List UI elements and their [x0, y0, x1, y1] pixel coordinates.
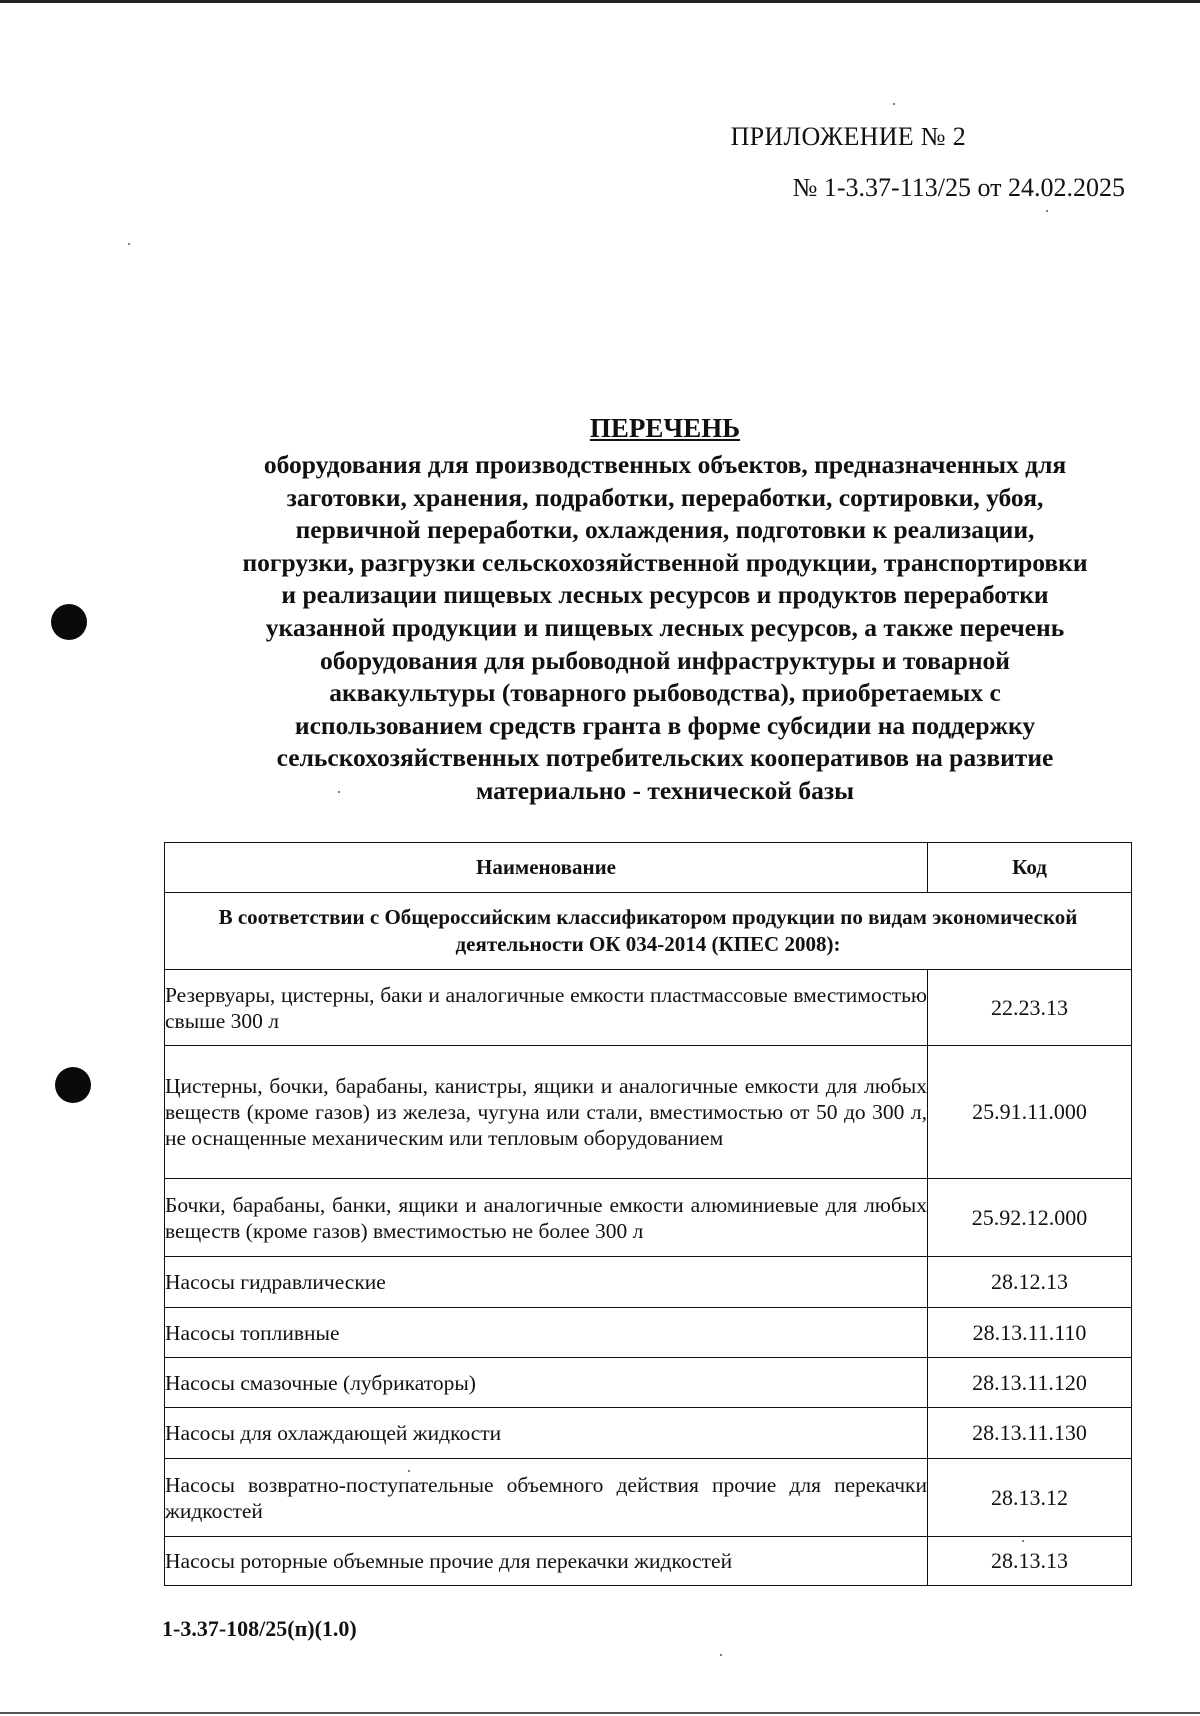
table-row — [165, 1046, 1132, 1179]
item-name: Насосы для охлаждающей жидкости — [165, 1408, 928, 1459]
subtitle-line: аквакультуры (товарного рыбоводства), приобретаемых с — [329, 678, 1001, 708]
item-name: Насосы смазочные (лубрикаторы) — [165, 1358, 928, 1408]
appendix-label: ПРИЛОЖЕНИЕ № 2 — [730, 122, 966, 151]
item-code: 28.13.13 — [928, 1537, 1132, 1586]
subtitle-line: и реализации пищевых лесных ресурсов и продуктов переработки — [281, 580, 1049, 610]
item-code: 28.13.12 — [928, 1459, 1132, 1537]
scan-speck — [893, 103, 895, 105]
table-row — [165, 1257, 1132, 1308]
item-code: 28.12.13 — [928, 1257, 1132, 1308]
item-code: 25.92.12.000 — [928, 1179, 1132, 1257]
table-row — [165, 1537, 1132, 1586]
item-name: Насосы гидравлические — [165, 1257, 928, 1308]
subtitle-line: заготовки, хранения, подработки, переработки, сортировки, убоя, — [286, 482, 1044, 512]
scan-top-edge — [0, 0, 1200, 3]
subtitle-line: оборудования для рыбоводной инфраструктуры и товарной — [319, 645, 1011, 675]
punch-hole — [51, 604, 87, 640]
scan-speck — [720, 1654, 722, 1656]
item-name: Цистерны, бочки, барабаны, канистры, ящики и аналогичные емкости для любых веществ (кроме газов) из железа, чугуна или стали, вместимостью от 50 до 300 л, не оснащенные механическим или тепловым оборудованием — [165, 1046, 928, 1179]
scan-bottom-edge — [0, 1712, 1200, 1714]
subtitle-line: указанной продукции и пищевых лесных ресурсов, а также перечень — [265, 612, 1065, 642]
item-code: 28.13.11.120 — [928, 1358, 1132, 1408]
subtitle-line: использованием средств гранта в форме субсидии на поддержку — [294, 710, 1036, 740]
table-row — [165, 1408, 1132, 1459]
subtitle-line: первичной переработки, охлаждения, подготовки к реализации, — [295, 515, 1035, 545]
document-subtitle — [170, 449, 1160, 808]
table-header-row — [165, 843, 1132, 893]
scan-speck — [1046, 210, 1048, 212]
item-name: Насосы возвратно-поступательные объемного действия прочие для перекачки жидкостей — [165, 1459, 928, 1537]
table-row — [165, 1179, 1132, 1257]
subtitle-line: оборудования для производственных объектов, предназначенных для — [263, 450, 1067, 479]
column-header-name: Наименование — [165, 843, 928, 893]
item-name: Насосы топливные — [165, 1308, 928, 1358]
subtitle-line: сельскохозяйственных потребительских кооперативов на развитие — [276, 743, 1054, 773]
table-row — [165, 1459, 1132, 1537]
punch-hole — [55, 1067, 91, 1103]
subtitle-line: погрузки, разгрузки сельскохозяйственной продукции, транспортировки — [242, 547, 1088, 577]
item-code: 25.91.11.000 — [928, 1046, 1132, 1179]
classifier-section-heading: В соответствии с Общероссийским классификатором продукции по видам экономической деятельности ОК 034-2014 (КПЕС 2008): — [165, 893, 1132, 970]
subtitle-line: материально - технической базы — [475, 775, 855, 805]
footer-document-id: 1-3.37-108/25(п)(1.0) — [162, 1616, 357, 1641]
document-reference: № 1-3.37-113/25 от 24.02.2025 — [792, 173, 1125, 202]
document-title: ПЕРЕЧЕНЬ — [589, 413, 741, 443]
item-code: 28.13.11.130 — [928, 1408, 1132, 1459]
equipment-table — [164, 842, 1132, 1586]
table-section-row — [165, 893, 1132, 970]
scan-speck — [128, 243, 130, 245]
table-row — [165, 1308, 1132, 1358]
item-name: Резервуары, цистерны, баки и аналогичные емкости пластмассовые вместимостью свыше 300 л — [165, 970, 928, 1046]
table-row — [165, 970, 1132, 1046]
item-code: 22.23.13 — [928, 970, 1132, 1046]
item-name: Бочки, барабаны, банки, ящики и аналогичные емкости алюминиевые для любых веществ (кроме газов) вместимостью не более 300 л — [165, 1179, 928, 1257]
column-header-code: Код — [928, 843, 1132, 893]
item-name: Насосы роторные объемные прочие для перекачки жидкостей — [165, 1537, 928, 1586]
item-code: 28.13.11.110 — [928, 1308, 1132, 1358]
table-row — [165, 1358, 1132, 1408]
